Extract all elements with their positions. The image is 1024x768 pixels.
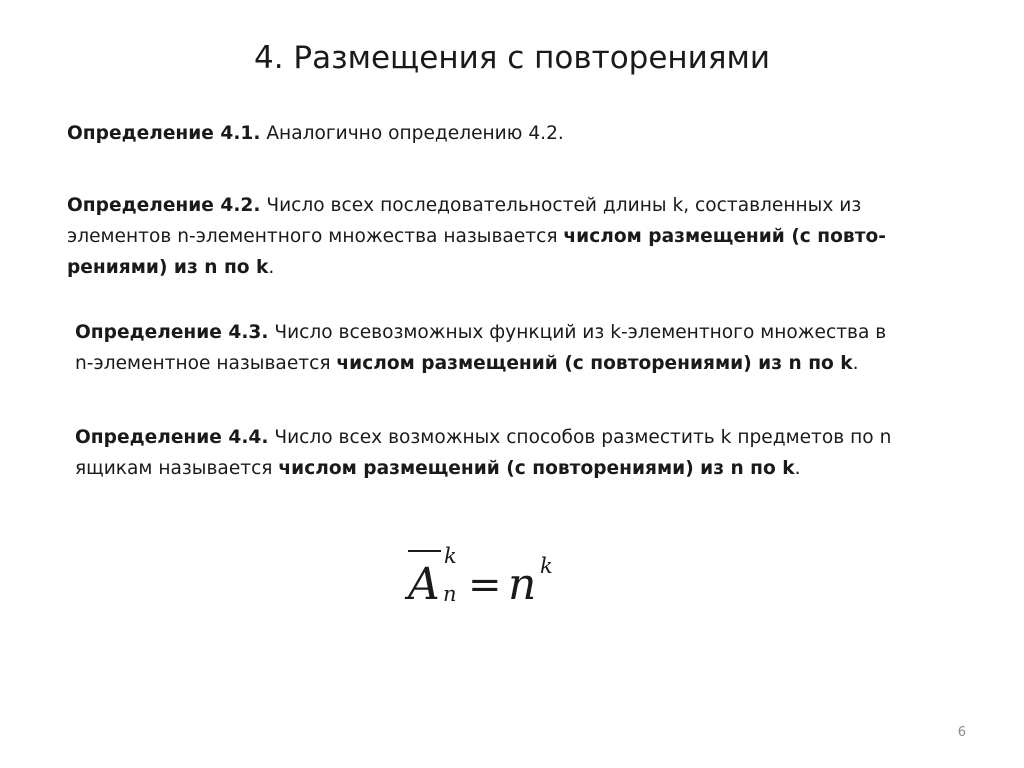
definition-line bbox=[75, 322, 886, 344]
formula bbox=[404, 540, 574, 616]
formula-rhs-exponent: k bbox=[540, 554, 553, 578]
definition-label: Определение 4.4. bbox=[75, 427, 269, 448]
definition-line bbox=[75, 458, 801, 480]
definition-text: Число всевозможных функций из k-элементного множества в bbox=[268, 322, 887, 343]
definition-text: Число всех возможных способов разместить k предметов по n bbox=[268, 427, 892, 448]
definition-text: n-элементное называется bbox=[75, 353, 337, 374]
definition-line bbox=[75, 427, 891, 449]
formula-rhs-base: n bbox=[508, 559, 537, 610]
definition-text: элементов n-элементного множества называется bbox=[67, 226, 564, 247]
formula-equals: = bbox=[468, 562, 502, 608]
formula-lhs-symbol: A bbox=[408, 559, 440, 610]
definition-text: ящикам называется bbox=[75, 458, 279, 479]
definition-term: рениями) из n по k bbox=[67, 257, 269, 278]
definition-tail: . bbox=[794, 458, 801, 479]
definition-label: Определение 4.1. bbox=[67, 123, 261, 144]
formula-lhs-subscript: n bbox=[443, 582, 457, 606]
definition-line bbox=[75, 353, 859, 375]
definition-tail: . bbox=[268, 257, 275, 278]
page-number: 6 bbox=[957, 725, 966, 740]
formula-lhs-superscript: k bbox=[444, 544, 457, 568]
slide-title: 4. Размещения с повторениями bbox=[253, 40, 771, 76]
definition-tail: . bbox=[852, 353, 859, 374]
definition-line bbox=[67, 123, 564, 145]
definition-text: Аналогично определению 4.2. bbox=[260, 123, 564, 144]
definition-label: Определение 4.3. bbox=[75, 322, 269, 343]
definition-term: числом размещений (с повторениями) из n по k bbox=[278, 458, 795, 479]
definition-text: Число всех последовательностей длины k, составленных из bbox=[260, 195, 862, 216]
definition-term: числом размещений (с повторениями) из n по k bbox=[336, 353, 853, 374]
definition-label: Определение 4.2. bbox=[67, 195, 261, 216]
formula-overline bbox=[408, 550, 441, 552]
definition-line bbox=[67, 195, 861, 217]
definition-term: числом размещений (с повто- bbox=[563, 226, 886, 247]
definition-line bbox=[67, 257, 274, 279]
definition-line bbox=[67, 226, 886, 248]
